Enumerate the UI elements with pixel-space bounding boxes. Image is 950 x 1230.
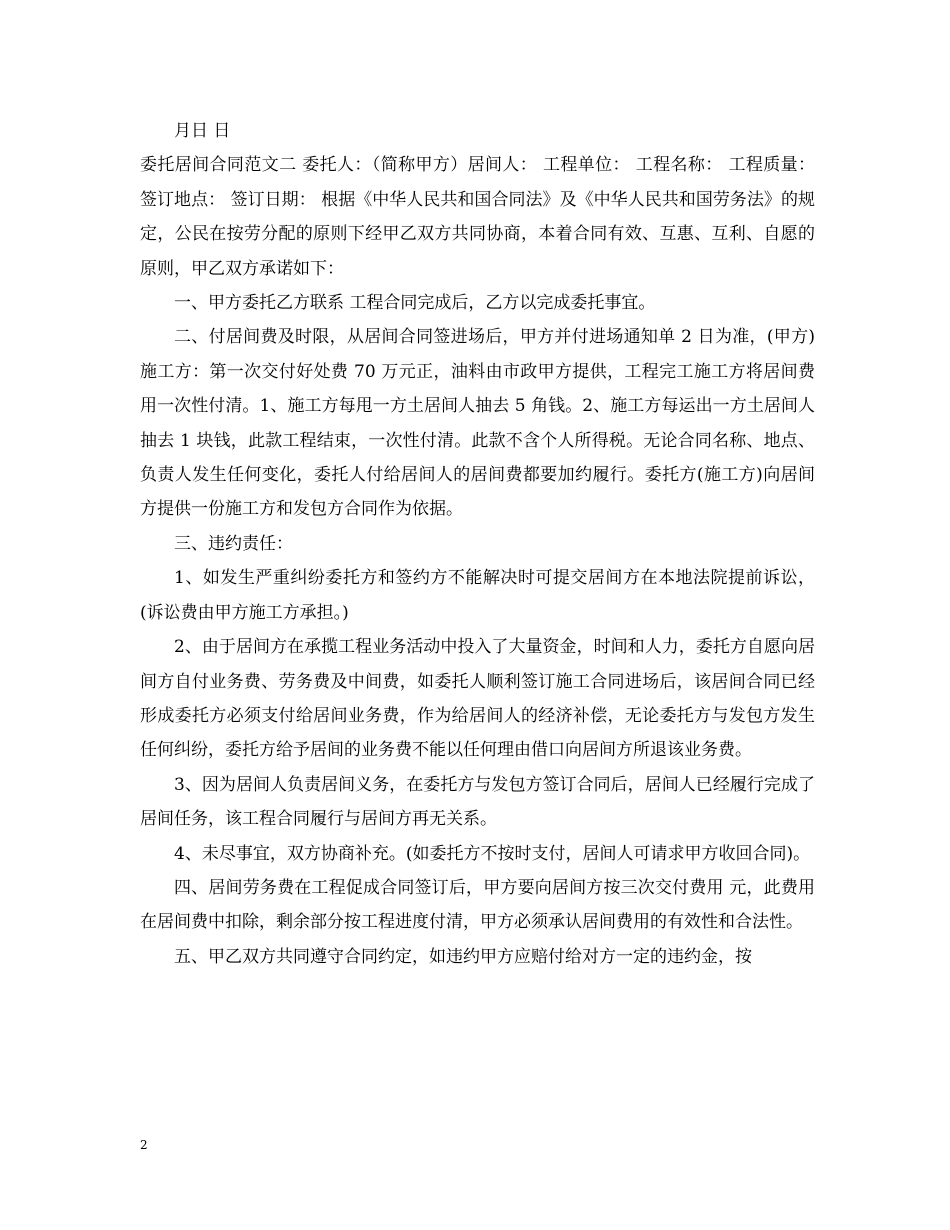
contract-heading-paragraph: 委托居间合同范文二 委托人：（简称甲方）居间人： 工程单位： 工程名称： 工程质量： 签订地点： 签订日期： 根据《中华人民共和国合同法》及《中华人民共和国劳务法》的规定，公民在按劳分配的原则下经甲乙双方共同协商，本着合同有效、互惠、互利、自愿的原则，甲乙双方承诺如下： [140,155,815,279]
clause-2-paragraph: 二、付居间费及时限，从居间合同签进场后，甲方并付进场通知单 2 日为准，(甲方)施工方：第一次交付好处费 70 万元正，油料由市政甲方提供，工程完工施工方将居间费用一次性付清。1、施工方每甩一方土居间人抽去 5 角钱。2、施工方每运出一方土居间人抽去 1 块钱，此款工程结束，一次性付清。此款不含个人所得税。无论合同名称、地点、负责人发生任何变化，委托人付给居间人的居间费都要加约履行。委托方(施工方)向居间方提供一份施工方和发包方合同作为依据。 [140,327,815,520]
clause-1-paragraph: 一、甲方委托乙方联系 工程合同完成后，乙方以完成委托事宜。 [174,293,656,314]
date-line: 月日 日 [174,121,231,141]
clause-3-item-1: 1、如发生严重纠纷委托方和签约方不能解决时可提交居间方在本地法院提前诉讼，(诉讼费由甲方施工方承担。) [140,568,815,623]
page-number: 2 [140,1138,148,1152]
clause-3-item-3: 3、因为居间人负责居间义务，在委托方与发包方签订合同后，居间人已经履行完成了居间任务，该工程合同履行与居间方再无关系。 [140,774,815,830]
clause-3-heading: 三、违约责任： [174,533,293,554]
clause-3-item-4: 4、未尽事宜，双方协商补充。(如委托方不按时支付，居间人可请求甲方收回合同)。 [174,843,811,864]
document-body [140,114,815,974]
clause-3-item-2: 2、由于居间方在承揽工程业务活动中投入了大量资金，时间和人力，委托方自愿向居间方自付业务费、劳务费及中间费，如委托人顺利签订施工合同进场后，该居间合同已经形成委托方必须支付给居间业务费，作为给居间人的经济补偿，无论委托方与发包方发生任何纠纷，委托方给予居间的业务费不能以任何理由借口向居间方所退该业务费。 [140,637,815,761]
clause-5-paragraph: 五、甲乙双方共同遵守合同约定，如违约甲方应赔付给对方一定的违约金，按 [174,946,752,967]
clause-4-paragraph: 四、居间劳务费在工程促成合同签订后，甲方要向居间方按三次交付费用 元，此费用在居间费中扣除，剩余部分按工程进度付清，甲方必须承认居间费用的有效性和合法性。 [140,877,815,933]
